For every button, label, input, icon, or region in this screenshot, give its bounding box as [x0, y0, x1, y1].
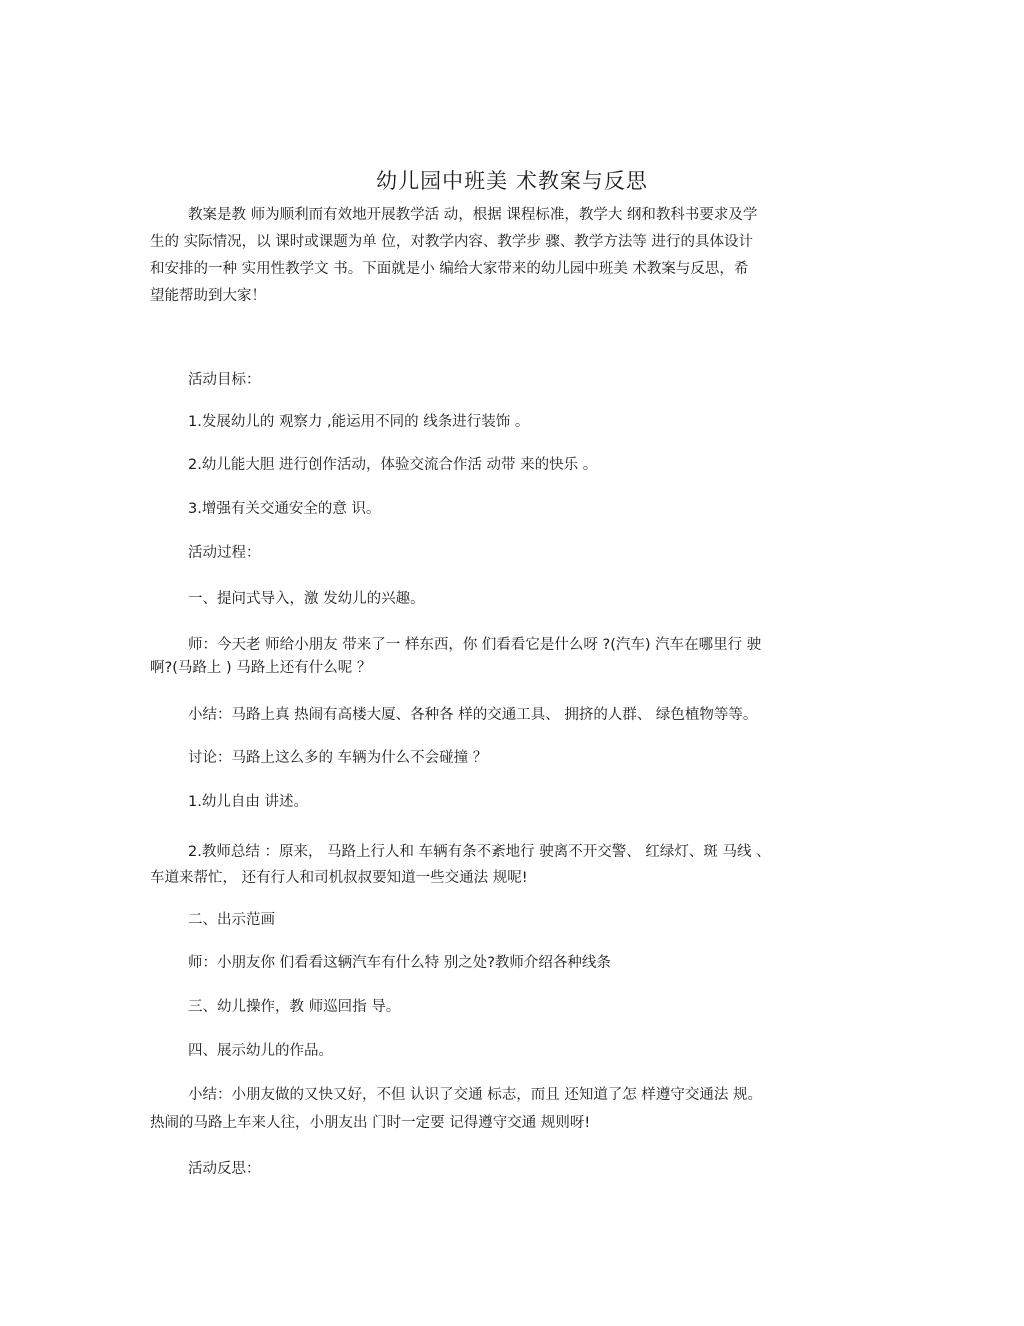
- step-heading: 四、展示幼儿的作品。: [188, 1043, 333, 1059]
- intro-line: 望能帮助到大家！: [150, 288, 266, 304]
- discussion-item: 1.幼儿自由 讲述。: [188, 794, 308, 810]
- goals-heading: 活动目标：: [188, 372, 261, 388]
- teacher-line: 师：小朋友你 们看看这辆汽车有什么特 别之处?教师介绍各种线条: [188, 955, 611, 971]
- page-title: 幼儿园中班美 术教案与反思: [376, 169, 648, 193]
- intro-line: 生的 实际情况，以 课时或课题为单 位，对教学内容、教学步 骤、教学方法等 进行的具体设计: [150, 234, 754, 250]
- reflection-heading: 活动反思：: [188, 1161, 261, 1177]
- intro-line: 教案是教 师为顺利而有效地开展教学活 动，根据 课程标准，教学大 纲和教科书要求及学: [188, 207, 758, 223]
- summary-line: 小结：马路上真 热闹有高楼大厦、各种各 样的交通工具、 拥挤的人群、 绿色植物等等。: [188, 707, 758, 723]
- summary-line: 热闹的马路上车来人往，小朋友出 门时一定要 记得遵守交通 规则呀!: [150, 1115, 591, 1131]
- discussion-line: 讨论：马路上这么多的 车辆为什么不会碰撞 ？: [188, 750, 488, 766]
- summary-line: 小结：小朋友做的又快又好，不但 认识了交通 标志，而且 还知道了怎 样遵守交通法 规。: [188, 1087, 763, 1103]
- goal-item: 3.增强有关交通安全的意 识。: [188, 501, 381, 517]
- discussion-item: 车道来帮忙， 还有行人和司机叔叔要知道一些交通法 规呢!: [150, 870, 528, 886]
- discussion-item: 2.教师总结 ：原来， 马路上行人和 车辆有条不紊地行 驶离不开交警、 红绿灯、斑 马线 、: [188, 844, 771, 860]
- teacher-line: 啊?(马路上 ) 马路上还有什么呢 ？: [150, 660, 372, 676]
- process-heading: 活动过程：: [188, 545, 261, 561]
- step-heading: 一、提问式导入，激 发幼儿的兴趣。: [188, 591, 425, 607]
- intro-paragraph: [150, 202, 870, 310]
- goal-item: 1.发展幼儿的 观察力 ,能运用不同的 线条进行装饰 。: [188, 414, 530, 430]
- intro-line: 和安排的一种 实用性教学文 书。下面就是小 编给大家带来的幼儿园中班美 术教案与反思，希: [150, 261, 749, 277]
- teacher-line: 师：今天老 师给小朋友 带来了一 样东西，你 们看看它是什么呀 ?(汽车) 汽车在哪里行 驶: [188, 637, 762, 653]
- step-heading: 三、幼儿操作，教 师巡回指 导。: [188, 999, 401, 1015]
- goal-item: 2.幼儿能大胆 进行创作活动，体验交流合作活 动带 来的快乐 。: [188, 457, 598, 473]
- step-heading: 二、出示范画: [188, 912, 275, 928]
